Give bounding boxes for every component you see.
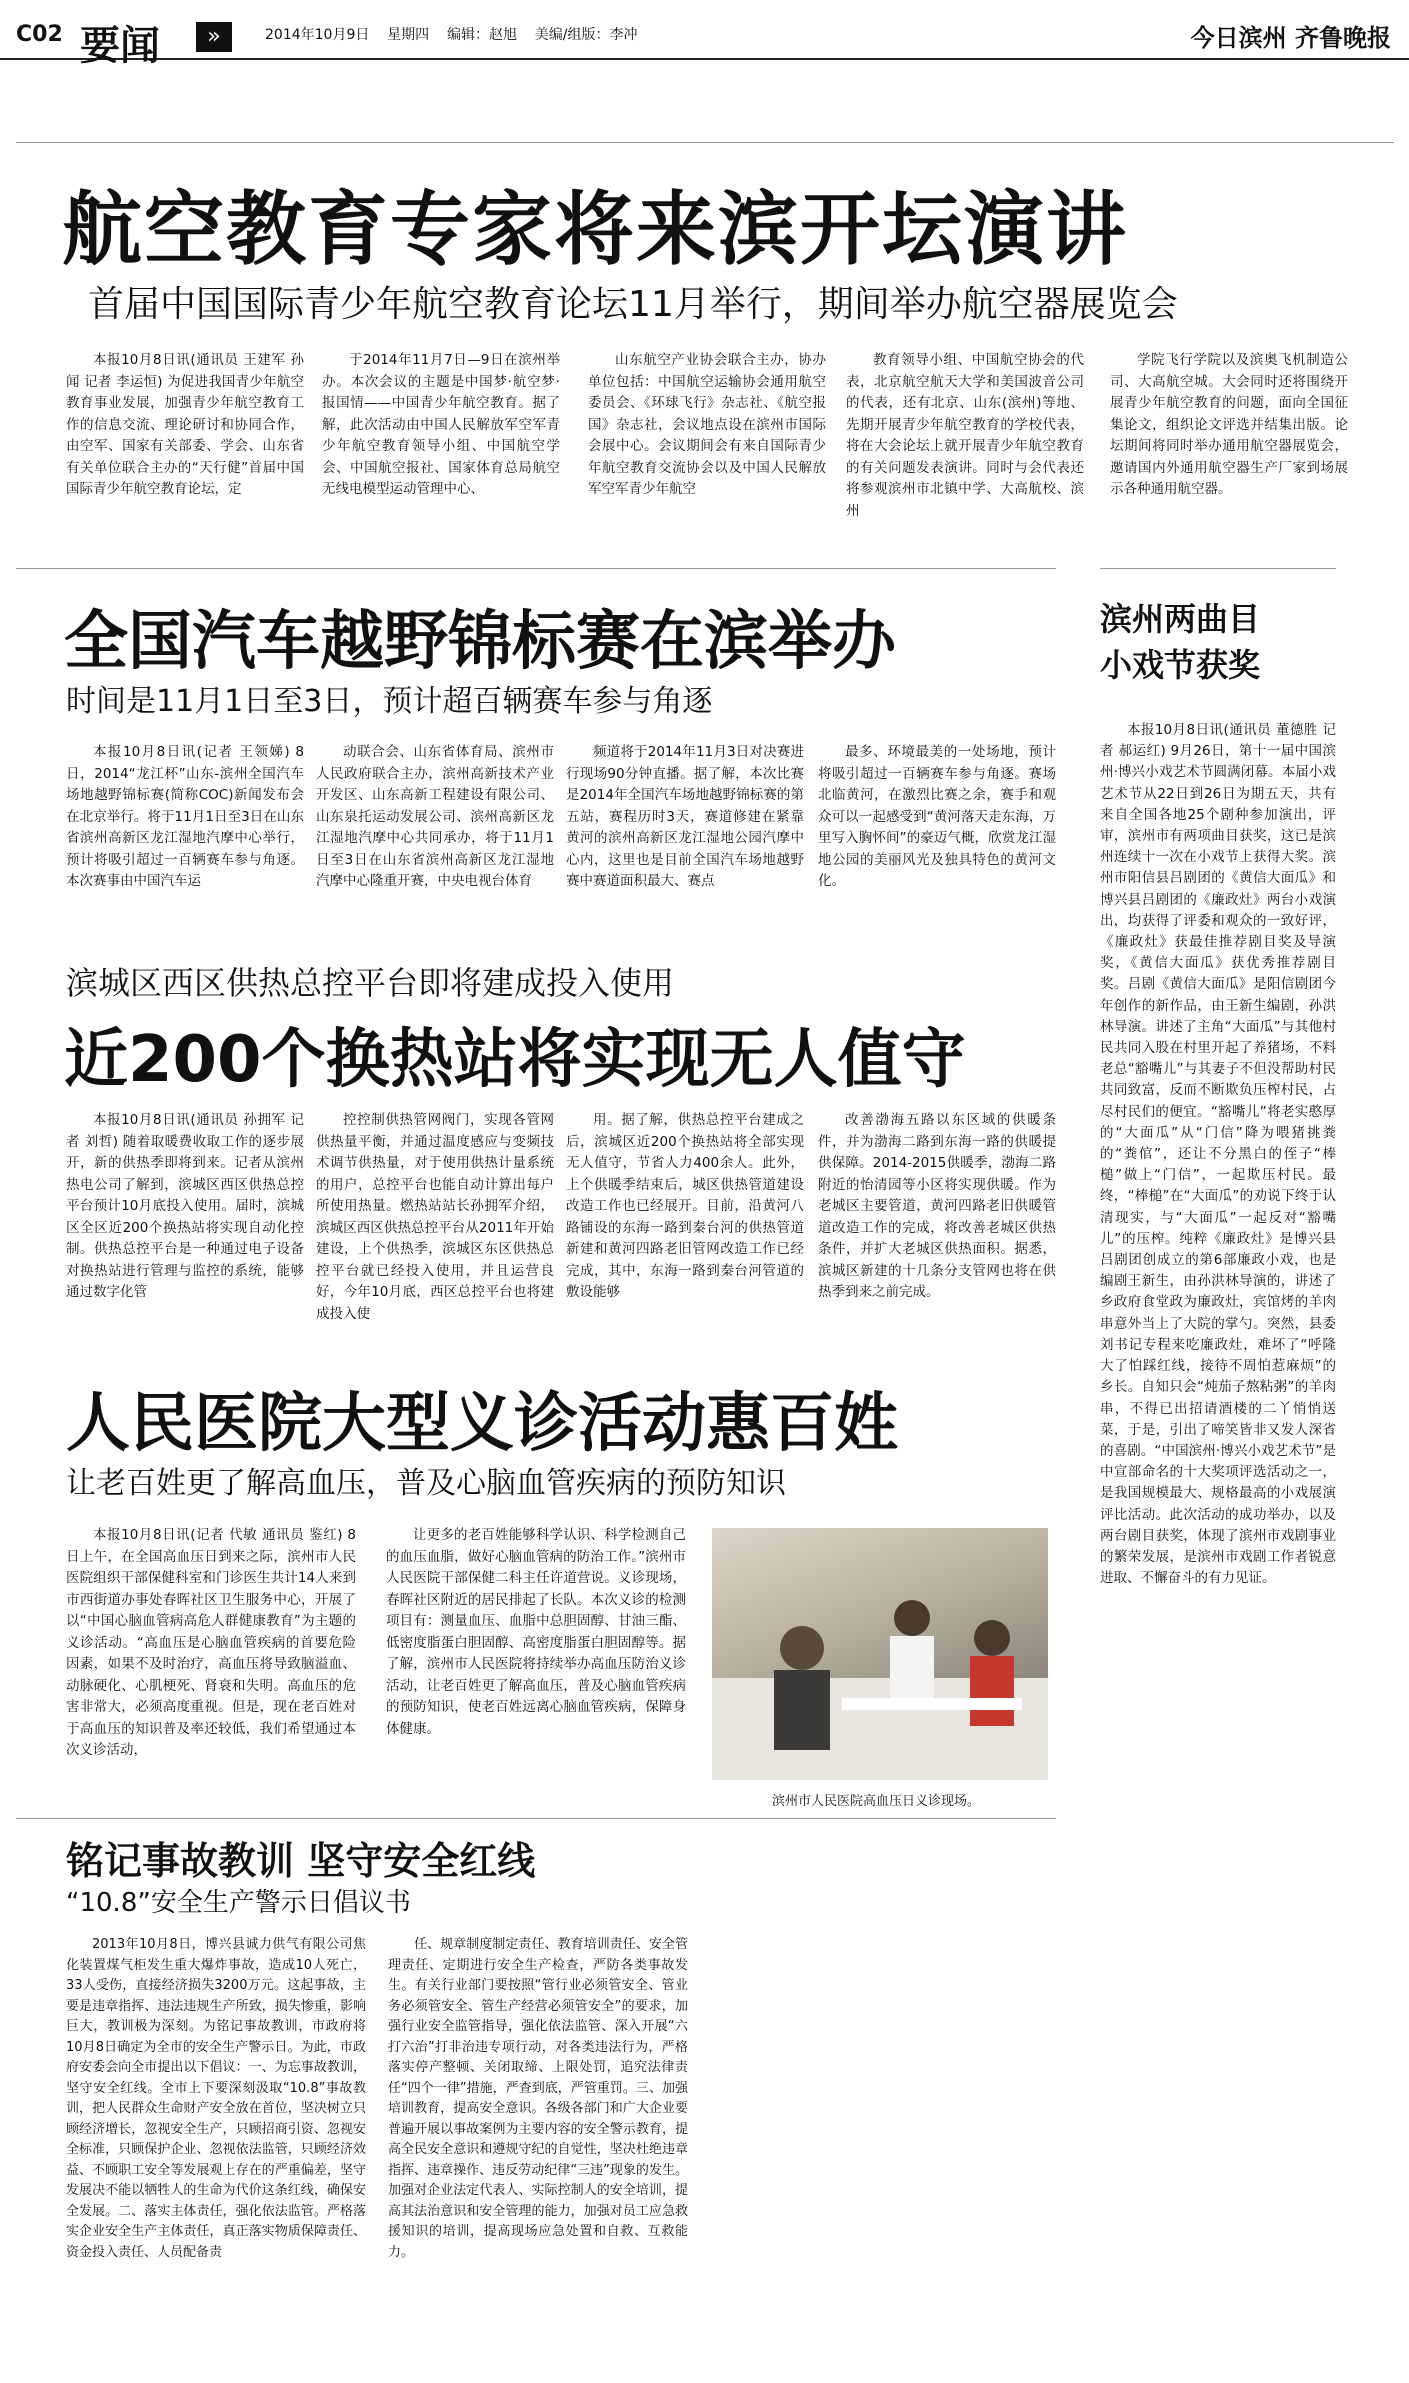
article-5-col-2: 任、规章制度制定责任、教育培训责任、安全管理责任、定期进行安全生产检查，严防各类事故发生。有关行业部门要按照“管行业必须管安全、管业务必须管安全、管生产经营必须管安全”的要求，加强行业安全监管指导，强化依法监管、深入开展“六打六治”打非治违专项行动，对各类违法行为，严格落实停产整顿、关闭取缔、上限处罚，追究法律责任“四个一律”措施，严查到底，严管重罚。三、加强培训教育，提高安全意识。各级各部门和广大企业要普遍开展以事故案例为主要内容的安全警示教育，提高全民安全意识和遵规守纪的自觉性，坚决杜绝违章指挥、违章操作、违反劳动纪律“三违”现象的发生。加强对企业法定代表人、实际控制人的安全培训，提高其法治意识和安全管理的能力，加强对员工应急救援知识的培训，提高现场应急处置和自救、互救能力。 <box>388 1937 688 2260</box>
newspaper-brand: 今日滨州 齐鲁晚报 <box>1190 24 1391 52</box>
article-3-col-1: 本报10月8日讯(通讯员 孙拥军 记者 刘哲) 随着取暖费收取工作的逐步展开，新的供热季即将到来。记者从滨州热电公司了解到，滨城区西区供热总控平台预计10月底投入使用。届时，滨城区全区近200个换热站将实现自动化控制。供热总控平台是一种通过电子设备对换热站进行管理与监控的系统，能够通过数字化管 <box>66 1112 304 1300</box>
page-number: C02 <box>16 22 63 47</box>
article-3-title: 近200个换热站将实现无人值守 <box>64 1023 966 1097</box>
sidebar-headline <box>1100 596 1336 688</box>
article-3-col-2: 控控制供热管网阀门，实现各管网供热量平衡，并通过温度感应与变频技术调节供热量，对于使用供热计量系统的用户，总控平台也能自动计算出每户所使用热量。燃热站站长孙拥军介绍，滨城区西区供热总控平台从2011年开始建设，上个供热季，滨城区东区供热总控平台就已经投入使用，并且运营良好，今年10月底，西区总控平台也将建成投入使 <box>316 1112 554 1322</box>
article-4-col-2: 让更多的老百姓能够科学认识、科学检测自己的血压血脂，做好心脑血管病的防治工作。”滨州市人民医院干部保健二科主任许道营说。义诊现场，春晖社区附近的居民排起了长队。本次义诊的检测项目有：测量血压、血脂中总胆固醇、甘油三酯、低密度脂蛋白胆固醇、高密度脂蛋白胆固醇等。据了解，滨州市人民医院将持续举办高血压防治义诊活动，让老百姓更了解高血压，普及心脑血管疾病的预防知识，使老百姓远离心脑血管疾病，保障身体健康。 <box>386 1527 686 1737</box>
divider <box>1100 568 1336 569</box>
section-arrow-icon: » <box>196 22 232 52</box>
article-2-col-4: 最多、环境最美的一处场地，预计将吸引超过一百辆赛车参与角逐。赛场北临黄河，在激烈比赛之余，赛手和观众可以一起感受到“黄河落天走东海，万里写入胸怀间”的豪迈气概，欣赏龙江湿地公园的美丽风光及独具特色的黄河文化。 <box>818 744 1056 889</box>
article-2-subtitle: 时间是11月1日至3日，预计超百辆赛车参与角逐 <box>66 684 713 719</box>
sidebar-title-line-2: 小戏节获奖 <box>1100 646 1261 684</box>
page-header <box>0 0 1409 69</box>
article-5-title: 铭记事故教训 坚守安全红线 <box>66 1839 536 1883</box>
article-3-kicker: 滨城区西区供热总控平台即将建成投入使用 <box>66 964 675 1002</box>
article-5-subtitle: “10.8”安全生产警示日倡议书 <box>66 1888 411 1918</box>
article-3-col-3: 用。据了解，供热总控平台建成之后，滨城区近200个换热站将全部实现无人值守，节省人力400余人。此外，上个供暖季结束后，城区供热管道建设改造工作也已经展开。目前，沿黄河八路铺设的东海一路到秦台河的供热管道新建和黄河四路老旧管网改造工作已经完成，其中，东海一路到秦台河管道的敷设能够 <box>566 1112 804 1300</box>
article-2-col-3: 频道将于2014年11月3日对决赛进行现场90分钟直播。据了解，本次比赛是2014年全国汽车场地越野锦标赛的第五站，赛程历时3天，赛道修建在紧靠黄河的滨州高新区龙江湿地公园汽摩中心内，这里也是目前全国汽车场地越野赛中赛道面积最大、赛点 <box>566 744 804 889</box>
article-4-title: 人民医院大型义诊活动惠百姓 <box>66 1387 898 1461</box>
article-1-col-1: 本报10月8日讯(通讯员 王建军 孙闻 记者 李运恒) 为促进我国青少年航空教育事业发展，加强青少年航空教育工作的信息交流、理论研讨和协同合作，由空军、国家有关部委、学会、山东省有关单位联合主办的“天行健”首届中国国际青少年航空教育论坛，定 <box>66 352 304 497</box>
sidebar-article: 本报10月8日讯(通讯员 董德胜 记者 郝运红) 9月26日，第十一届中国滨州·博兴小戏艺术节圆满闭幕。本届小戏艺术节从22日到26日为期五天，共有来自全国各地25个剧种参加演出，评审，滨州市有两项曲目获奖，这已是滨州连续十一次在小戏节上获得大奖。滨州市阳信县吕剧团的《黄信大面瓜》和博兴县吕剧团的《廉政灶》两台小戏演出，均获得了评委和观众的一致好评，《廉政灶》获最佳推荐剧目奖及导演奖，《黄信大面瓜》获优秀推荐剧目奖。吕剧《黄信大面瓜》是阳信剧团今年创作的新作品，由王新生编剧，孙洪林导演。讲述了主角“大面瓜”与其他村民共同入股在村里开起了养猪场，不料老总“豁嘴儿”与其妻子不但没帮助村民共同致富，反而不断欺负压榨村民，占尽村民们的便宜。“豁嘴儿”将老实憨厚的“大面瓜”从“门信”降为喂猪挑粪的“粪倌”，还让不分黑白的侄子“棒槌”做上“门信”，一起欺压村民。最终，“棒槌”在“大面瓜”的劝说下终于认清现实，与“大面瓜”一起反对“豁嘴儿”的压榨。纯粹《廉政灶》是博兴县吕剧团创成立的第6部廉政小戏，也是编剧王新生，由孙洪林导演的，讲述了乡政府食堂政为廉政灶，宾馆烤的羊肉串意外当上了大院的掌勺。突然，县委刘书记专程来吃廉政灶，难坏了“呼隆大了怕踩红线，接待不周怕惹麻烦”的乡长。自知只会“炖茄子熬粘粥”的羊肉串，不得已出招请酒楼的二丫悄悄送菜，于是，引出了啼笑皆非又发人深省的喜剧。“中国滨州·博兴小戏艺术节”是中宣部命名的十大奖项评选活动之一，是我国规模最大、规格最高的小戏展演评比活动。此次活动的成功举办，以及两台剧目获奖，体现了滨州市戏剧事业的繁荣发展，是滨州市戏剧工作者锐意进取、不懈奋斗的有力见证。 <box>1100 722 1336 1587</box>
sidebar-title-line-1: 滨州两曲目 <box>1100 600 1261 638</box>
article-1-col-3: 山东航空产业协会联合主办，协办单位包括：中国航空运输协会通用航空委员会、《环球飞行》杂志社、《航空报国》杂志社，会议地点设在滨州市国际会展中心。会议期间会有来自国际青少年航空教育交流协会以及中国人民解放军空军青少年航空 <box>588 352 826 497</box>
article-1-col-4: 教育领导小组、中国航空协会的代表，北京航空航天大学和美国波音公司的代表，还有北京、山东(滨州)等地、先期开展青少年航空教育的学校代表，将在大会论坛上就开展青少年航空教育的有关问题发表演讲。同时与会代表还将参观滨州市北镇中学、大高航校、滨州 <box>846 352 1084 519</box>
article-5-col-1: 2013年10月8日，博兴县诚力供气有限公司焦化装置煤气柜发生重大爆炸事故，造成10人死亡，33人受伤，直接经济损失3200万元。这起事故，主要是违章指挥、违法违规生产所致，损失惨重，影响巨大，教训极为深刻。为铭记事故教训，市政府将10月8日确定为全市的安全生产警示日。为此，市政府安委会向全市提出以下倡议：一、为忘事故教训，坚守安全红线。全市上下要深刻汲取“10.8”事故教训，把人民群众生命财产安全放在首位，坚决树立只顾经济增长，忽视安全生产，只顾招商引资、忽视安全标准，只顾保护企业、忽视依法监管，只顾经济效益、不顾职工安全等发展观上存在的严重偏差，坚守发展决不能以牺牲人的生命为代价这条红线，确保安全发展。二、落实主体责任，强化依法监管。严格落实企业安全生产主体责任，真正落实物质保障责任、资金投入责任、人员配备责 <box>66 1937 366 2260</box>
article-1-subtitle: 首届中国国际青少年航空教育论坛11月举行，期间举办航空器展览会 <box>88 284 1178 325</box>
article-3-col-4: 改善渤海五路以东区域的供暖条件，并为渤海二路到东海一路的供暖提供保障。2014-2015供暖季，渤海二路附近的怡清园等小区将实现供暖。作为老城区主要管道，黄河四路老旧供暖管道改造工作的完成，将改善老城区供热条件，并扩大老城区供热面积。据悉，滨城区新建的十几条分支管网也将在供热季到来之前完成。 <box>818 1112 1056 1300</box>
clinic-photo <box>712 1528 1048 1780</box>
article-2-title: 全国汽车越野锦标赛在滨举办 <box>64 605 896 679</box>
issue-meta: 2014年10月9日 星期四 编辑：赵旭 美编/组版：李冲 <box>265 27 638 43</box>
photo-caption: 滨州市人民医院高血压日义诊现场。 <box>772 1794 981 1809</box>
article-1-col-2: 于2014年11月7日—9日在滨州举办。本次会议的主题是中国梦·航空梦·报国情——中国青少年航空教育。据了解，此次活动由中国人民解放军空军青少年航空教育领导小组、中国航空学会、中国航空报社、国家体育总局航空无线电模型运动管理中心、 <box>322 352 560 497</box>
article-2-col-2: 动联合会、山东省体育局、滨州市人民政府联合主办，滨州高新技术产业开发区、山东高新工程建设有限公司、山东泉托运动发展公司、滨州高新区龙江湿地汽摩中心共同承办，将于11月1日至3日在山东省滨州高新区龙江湿地汽摩中心隆重开赛，中央电视台体育 <box>316 744 554 889</box>
divider <box>16 142 1394 143</box>
article-1-col-5: 学院飞行学院以及滨奥飞机制造公司、大高航空城。大会同时还将围绕开展青少年航空教育的问题，面向全国征集论文，组织论文评选并结集出版。论坛期间将同时举办通用航空器展览会，邀请国内外通用航空器生产厂家到场展示各种通用航空器。 <box>1110 352 1348 497</box>
section-title: 要闻 <box>80 23 160 69</box>
divider <box>16 1818 1056 1819</box>
photo-scene-icon <box>712 1528 1048 1780</box>
article-1-title: 航空教育专家将来滨开坛演讲 <box>62 183 1128 276</box>
article-2-col-1: 本报10月8日讯(记者 王领娣) 8日，2014“龙江杯”山东-滨州全国汽车场地越野锦标赛(简称COC)新闻发布会在北京举行。将于11月1日至3日在山东省滨州高新区龙江湿地汽摩中心举行，预计将吸引超过一百辆赛车参与角逐。本次赛事由中国汽车运 <box>66 744 304 889</box>
divider <box>16 568 1056 569</box>
article-4-subtitle: 让老百姓更了解高血压，普及心脑血管疾病的预防知识 <box>66 1466 786 1501</box>
article-4-col-1: 本报10月8日讯(记者 代敏 通讯员 鉴红) 8日上午，在全国高血压日到来之际，滨州市人民医院组织干部保健科室和门诊医生共计14人来到市西街道办事处春晖社区卫生服务中心，开展了以“中国心脑血管病高危人群健康教育”为主题的义诊活动。“高血压是心脑血管疾病的首要危险因素，如果不及时治疗，高血压将导致脑溢血、动脉硬化、心肌梗死、肾衰和失明。高血压的危害非常大，必须高度重视。但是，现在老百姓对于高血压的知识普及率还较低，我们希望通过本次义诊活动， <box>66 1527 356 1758</box>
